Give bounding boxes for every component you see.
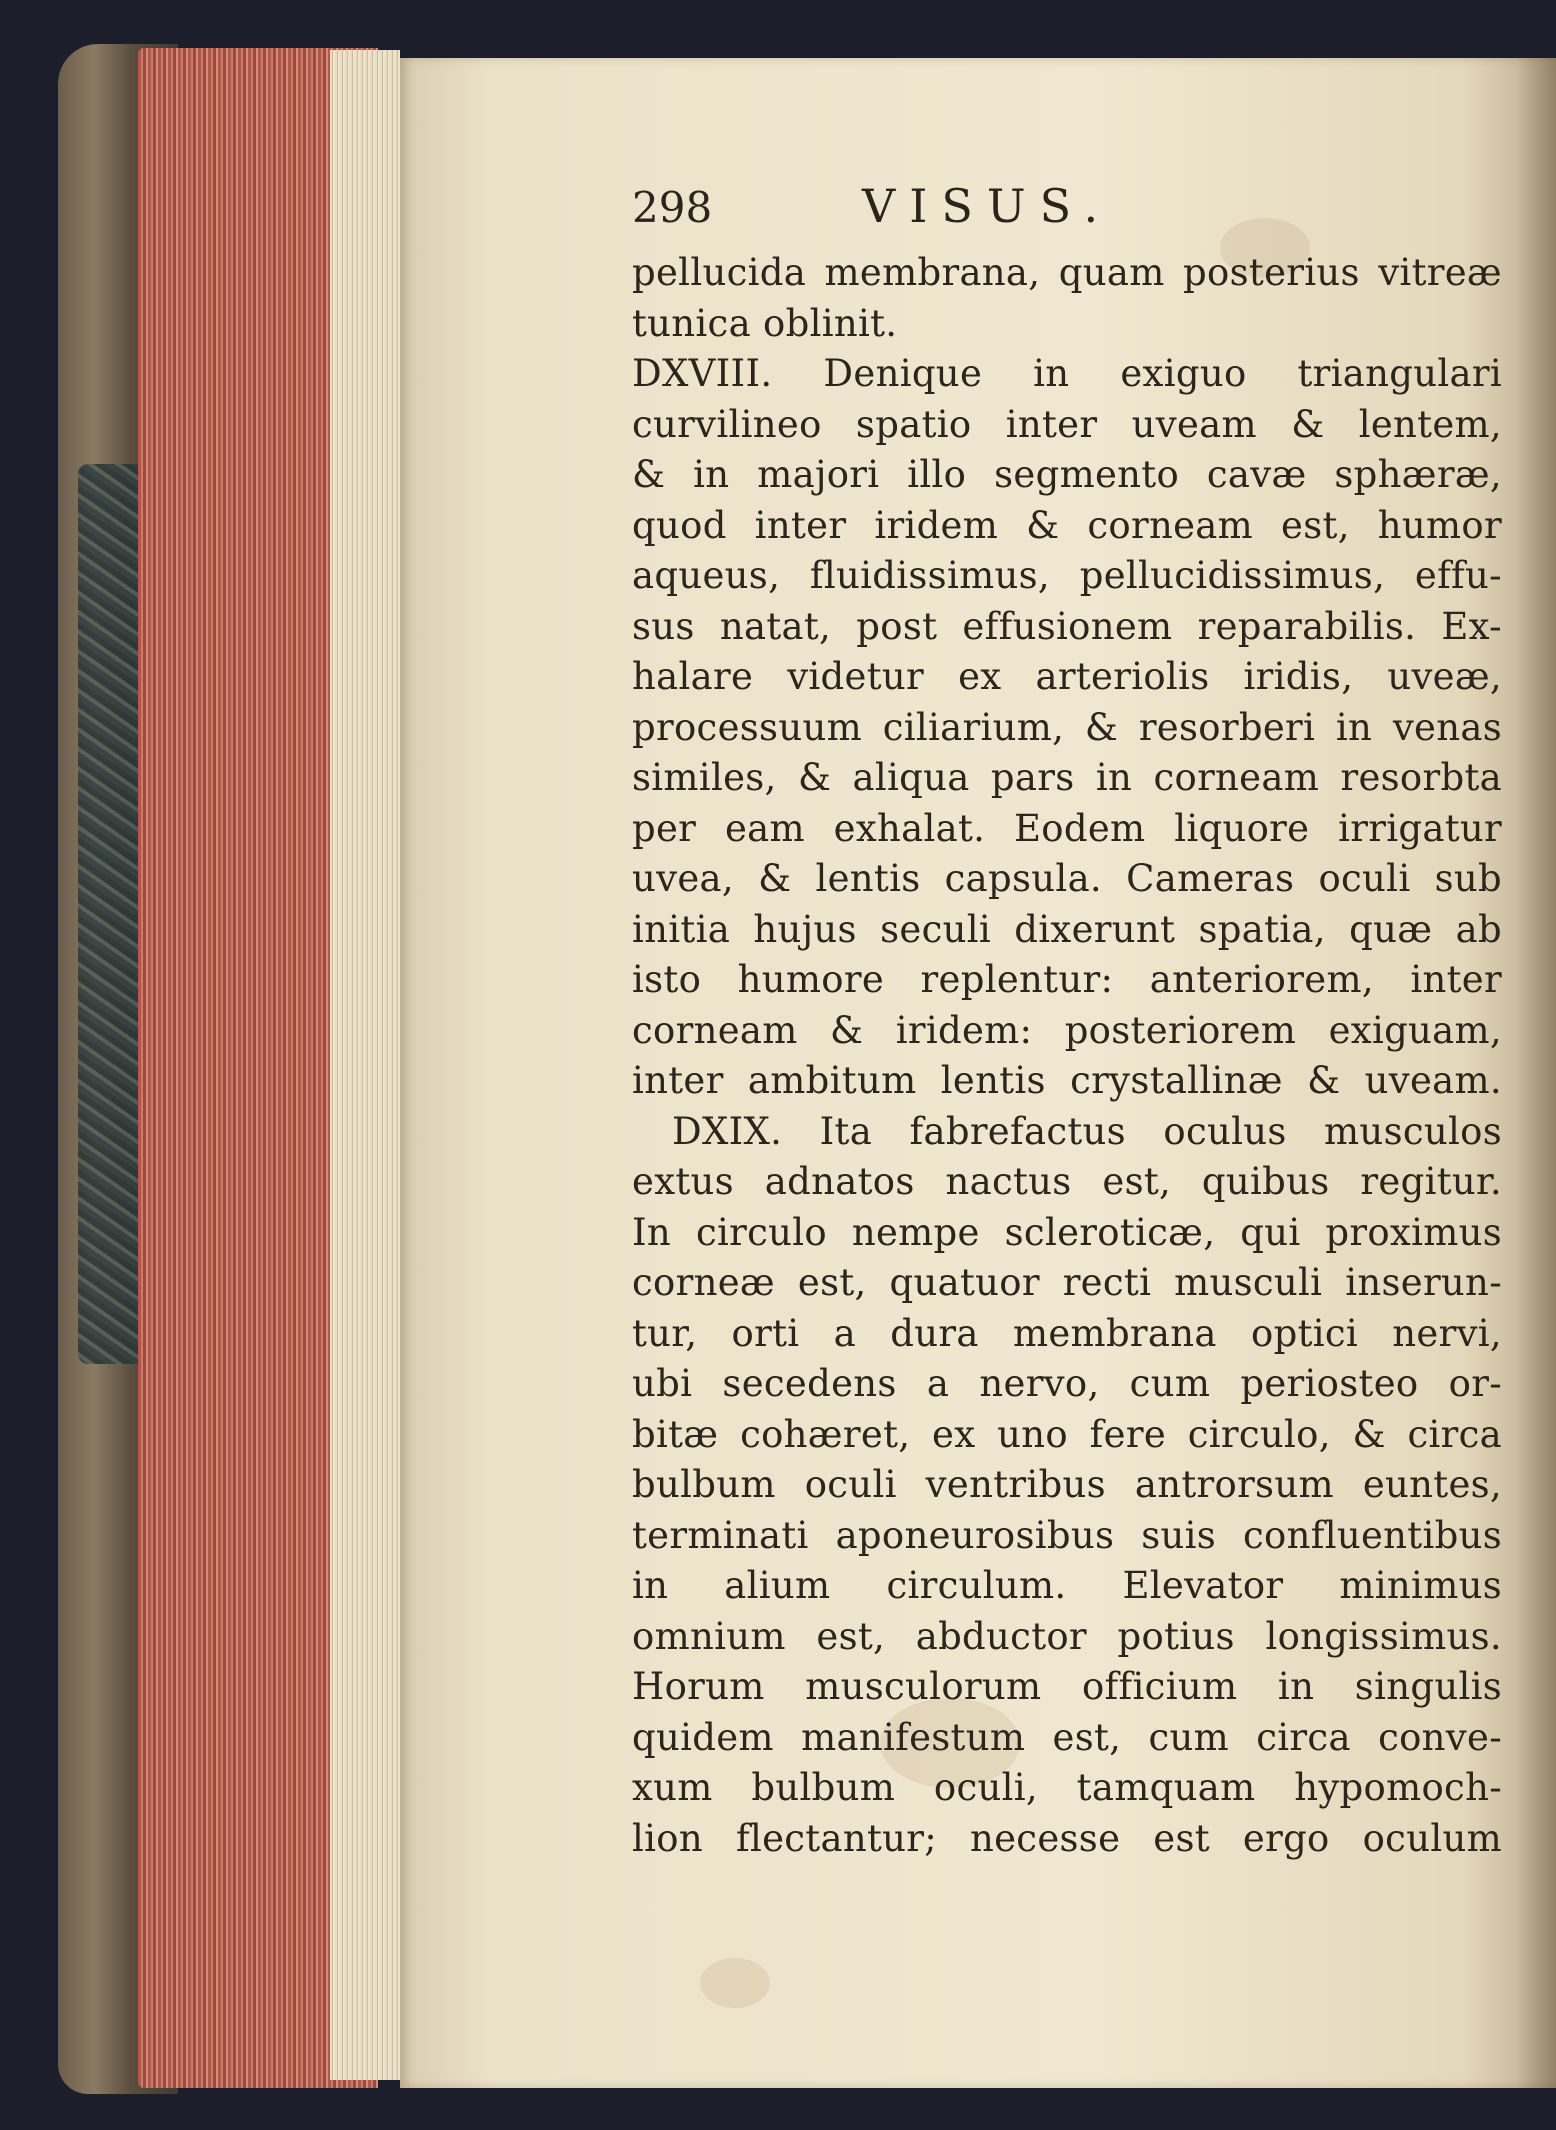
text-line: initia hujus seculi dixerunt spatia, quæ ab	[632, 907, 1502, 951]
text-line: In circulo nempe scleroticæ, qui proximus	[632, 1210, 1502, 1254]
book-page	[400, 58, 1556, 2088]
text-line: Horum musculorum officium in singulis	[632, 1665, 1502, 1708]
text-line: bitæ cohæret, ex uno fere circulo, & circa	[632, 1412, 1502, 1456]
text-line: isto humore replentur: anteriorem, inter	[632, 958, 1502, 1001]
book	[50, 30, 1556, 2130]
text-line: processuum ciliarium, & resorberi in venas	[632, 705, 1502, 749]
text-line: pellucida membrana, quam posterius vitreæ	[632, 251, 1502, 294]
text-line: corneam & iridem: posteriorem exiguam,	[632, 1008, 1502, 1052]
text-line: terminati aponeurosibus suis confluentibus	[632, 1513, 1502, 1557]
page-edges	[330, 50, 400, 2080]
text-line: DXVIII. Denique in exiguo triangulari	[632, 352, 1502, 395]
running-head: VISUS.	[862, 179, 1113, 233]
text-line: curvilineo spatio inter uveam & lentem,	[632, 402, 1502, 446]
text-line: uvea, & lentis capsula. Cameras oculi sub	[632, 857, 1502, 900]
page-header	[632, 179, 1312, 255]
text-line: omnium est, abductor potius longissimus.	[632, 1614, 1502, 1658]
text-line: ubi secedens a nervo, cum periosteo or-	[632, 1362, 1502, 1405]
text-line: corneæ est, quatuor recti musculi inserun-	[632, 1261, 1502, 1304]
text-line: xum bulbum oculi, tamquam hypomoch-	[632, 1766, 1502, 1809]
text-line: extus adnatos nactus est, quibus regitur.	[632, 1160, 1502, 1203]
paper-stain	[700, 1958, 770, 2008]
page-number: 298	[632, 183, 713, 232]
text-line: tur, orti a dura membrana optici nervi,	[632, 1311, 1502, 1355]
text-line: quidem manifestum est, cum circa conve-	[632, 1715, 1502, 1759]
text-line: lion flectantur; necesse est ergo oculum	[632, 1816, 1502, 1860]
text-line: & in majori illo segmento cavæ sphæræ,	[632, 453, 1502, 496]
text-line: quod inter iridem & corneam est, humor	[632, 503, 1502, 547]
text-line: inter ambitum lentis crystallinæ & uveam.	[632, 1059, 1502, 1102]
text-line: in alium circulum. Elevator minimus	[632, 1564, 1502, 1607]
page-gutter-shadow	[1516, 58, 1556, 2088]
text-line: similes, & aliqua pars in corneam resorbta	[632, 756, 1502, 799]
text-line: aqueus, fluidissimus, pellucidissimus, effu-	[632, 554, 1502, 597]
text-line: sus natat, post effusionem reparabilis. Ex-	[632, 604, 1502, 648]
body-text	[632, 248, 1502, 1864]
text-line: per eam exhalat. Eodem liquore irrigatur	[632, 806, 1502, 850]
text-line: bulbum oculi ventribus antrorsum euntes,	[632, 1463, 1502, 1506]
text-line: DXIX. Ita fabrefactus oculus musculos	[672, 1109, 1502, 1153]
text-line: halare videtur ex arteriolis iridis, uveæ,	[632, 655, 1502, 698]
text-line: tunica oblinit.	[632, 301, 898, 345]
